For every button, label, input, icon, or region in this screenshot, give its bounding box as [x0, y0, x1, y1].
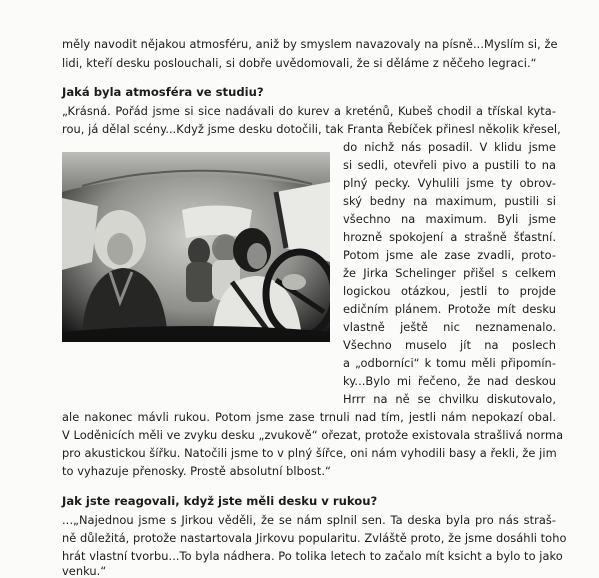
paragraph-line: Všechno muselo jít na poslech	[343, 338, 556, 352]
paragraph-line: ky...Bylo mi řečeno, že nad deskou	[343, 374, 556, 388]
paragraph-line: ský bedny na maximum, pustili si	[343, 194, 556, 208]
paragraph-line: „Krásná. Pořád jsme si sice nadávali do kurev a kreténů, Kubeš chodil a třískal kyta-	[62, 104, 556, 118]
band-in-car-photo	[62, 152, 330, 342]
paragraph-line: Potom jsme ale zase zvadli, proto-	[343, 248, 556, 262]
paragraph-line: venku.“	[62, 564, 107, 578]
paragraph-line: že Jirka Schelinger přišel s celkem	[343, 266, 556, 280]
paragraph-line: ale nakonec mávli rukou. Potom jsme zase trnuli nad tím, jestli nám nepokazí obal.	[62, 410, 556, 424]
paragraph-line: Hrrr na ně se chvilku diskutovalo,	[343, 392, 556, 406]
paragraph-line: všechno na maximum. Byli jsme	[343, 212, 556, 226]
paragraph-line: hrozně spokojení a strašně šťastní.	[343, 230, 556, 244]
paragraph-line: a „odborníci“ k tomu měli připomín-	[343, 356, 556, 370]
section-heading: Jak jste reagovali, když jste měli desku v rukou?	[62, 494, 378, 508]
paragraph-line: vlastně ještě nic neznamenalo.	[343, 320, 556, 334]
section-heading: Jaká byla atmosféra ve studiu?	[62, 85, 264, 99]
paragraph-line: plný pecky. Vyhulili jsme ty obrov-	[343, 176, 556, 190]
paragraph-line: ...„Najednou jsme s Jirkou věděli, že se nám splnil sen. Ta deska byla pro nás straš-	[62, 513, 556, 527]
intro-line: lidi, kteří desku poslouchali, si dobře uvědomovali, že si děláme z něčeho legraci.“	[62, 56, 537, 70]
paragraph-line: do nichž nás posadil. V klidu jsme	[343, 140, 556, 154]
paragraph-line: pro akustickou šířku. Natočili jsme to v plný šířce, oni nám vyhodili basy a řekli, že jim	[62, 446, 557, 460]
paragraph-line: logickou otázkou, jestli to projde	[343, 284, 556, 298]
paragraph-line: V Loděnicích měli ve zvyku desku „zvukově“ ořezat, protože existovala strašlivá norma	[62, 428, 564, 442]
paragraph-line: to vyhazuje přenosky. Prostě absolutní blbost.“	[62, 464, 332, 478]
paragraph-line: edičním plánem. Protože mít desku	[343, 302, 556, 316]
paragraph-line: hrát vlastní tvorbu...To byla nádhera. Po tolika letech to začalo mít ksicht a bylo to jako	[62, 549, 563, 563]
intro-line: měly navodit nějakou atmosféru, aniž by smyslem navazovaly na písně...Myslím si, že	[62, 37, 558, 51]
paragraph-line: ně důležitá, protože nastartovala Jirkovu popularitu. Zvláště proto, že jsme dosáhli toho	[62, 531, 567, 545]
paragraph-line: rou, já dělal scény...Když jsme desku dotočili, tak Franta Řebíček přinesl několik křesel,	[62, 122, 561, 136]
paragraph-line: si sedli, otevřeli pivo a pustili to na	[343, 158, 556, 172]
